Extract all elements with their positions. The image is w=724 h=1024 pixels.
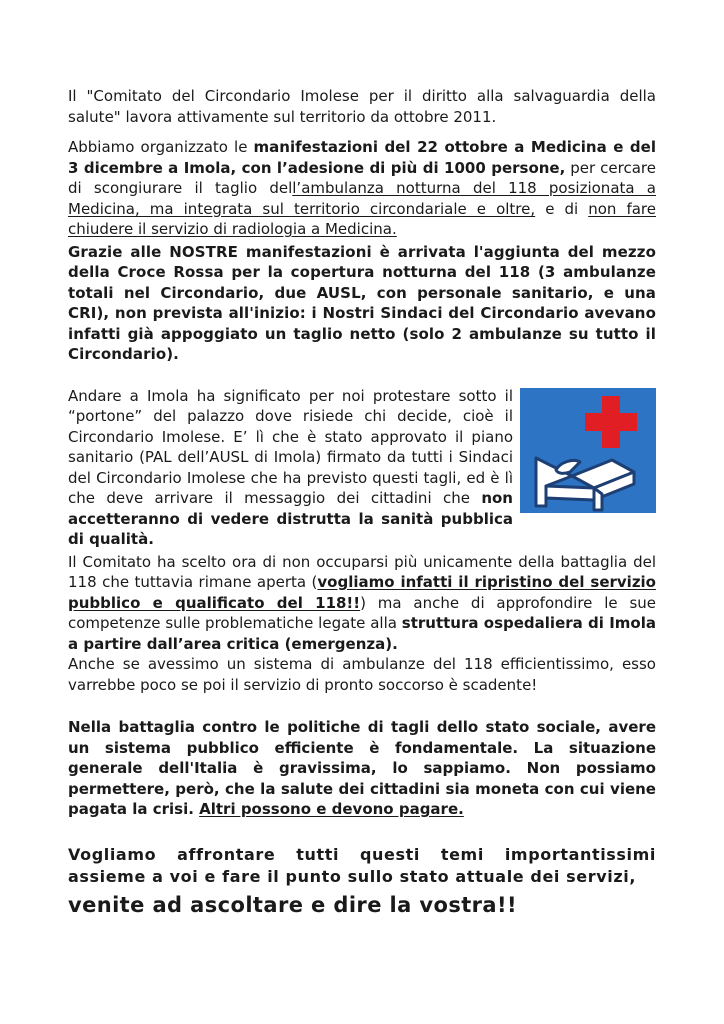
imola-section: [68, 386, 656, 550]
text-span: per cercare di scongiurare il taglio del: [68, 158, 656, 197]
emergency-paragraph: Anche se avessimo un sistema di ambulanze del 118 efficientissimo, esso varrebbe poco se poi il servizio di pronto soccorso è scadente!: [68, 655, 656, 694]
text-span: Il Comitato ha scelto ora di non occuparsi più unicamente della battaglia del 118 che tuttavia rimane aperta (: [68, 552, 656, 591]
invitation-paragraph: [68, 844, 656, 919]
bold-span: struttura ospedaliera di Imola a partire dall’area critica (emergenza).: [68, 614, 656, 653]
text-span: Andare a Imola ha significato per noi protestare sotto il “portone” del palazzo dove risiede chi decide, cioè il Circondario Imolese. E’ lì che è stato approvato il piano sanitario (PAL dell’AUSL di Imola) firmato da tutti i Sindaci del Circondario Imolese che ha previsto questi tagli, ed è lì che deve arrivare il messaggio dei cittadini che: [68, 386, 513, 507]
document-body: [68, 86, 656, 918]
underlined-span: Altri possono e devono pagare.: [199, 800, 464, 818]
underlined-bold-span: vogliamo infatti il ripristino del servizio pubblico e qualificato del 118!!: [68, 573, 656, 612]
call-to-action: venite ad ascoltare e dire la vostra!!: [68, 892, 517, 917]
text-span: e di: [535, 199, 589, 218]
hospital-bed-red-cross-icon: [520, 388, 656, 513]
battle-paragraph: [68, 717, 656, 820]
thanks-paragraph: Grazie alle NOSTRE manifestazioni è arrivata l'aggiunta del mezzo della Croce Rossa per la copertura notturna del 118 (3 ambulanze totali nel Circondario, due AUSL, con personale sanitario, e una CRI), non prevista all'inizio: i Nostri Sindaci del Circondario avevano infatti già appoggiato un taglio netto (solo 2 ambulanze su tutto il Circondario).: [68, 242, 656, 363]
underlined-span: non fare chiudere il servizio di radiologia a Medicina.: [68, 199, 656, 238]
text-span: ) ma anche di approfondire le sue competenze sulle problematiche legate alla: [68, 593, 656, 632]
bold-span: manifestazioni del 22 ottobre a Medicina e del 3 dicembre a Imola, con l’adesione di più di 1000 persone,: [68, 138, 656, 177]
committee-paragraph: [68, 552, 656, 655]
text-span: Abbiamo organizzato le: [68, 138, 254, 156]
text-span: Nella battaglia contro le politiche di tagli dello stato sociale, avere un sistema pubblico efficiente è fondamentale. La situazione generale dell'Italia è gravissima, lo sappiamo. Non possiamo permettere, però, che la salute dei cittadini sia moneta con cui viene pagata la crisi.: [68, 718, 656, 818]
underlined-span: l’ambulanza notturna del 118 posizionata a Medicina, ma integrata sul territorio circondariale e oltre,: [68, 179, 656, 218]
imola-paragraph: [68, 386, 513, 550]
text-span: Vogliamo affrontare tutti questi temi importantissimi assieme a voi e fare il punto sullo stato attuale dei servizi,: [68, 844, 656, 886]
demonstrations-paragraph: [68, 137, 656, 240]
bold-span: non accetteranno di vedere distrutta la sanità pubblica di qualità.: [68, 489, 513, 548]
intro-paragraph: Il "Comitato del Circondario Imolese per il diritto alla salvaguardia della salute" lavora attivamente sul territorio da ottobre 2011.: [68, 87, 656, 126]
